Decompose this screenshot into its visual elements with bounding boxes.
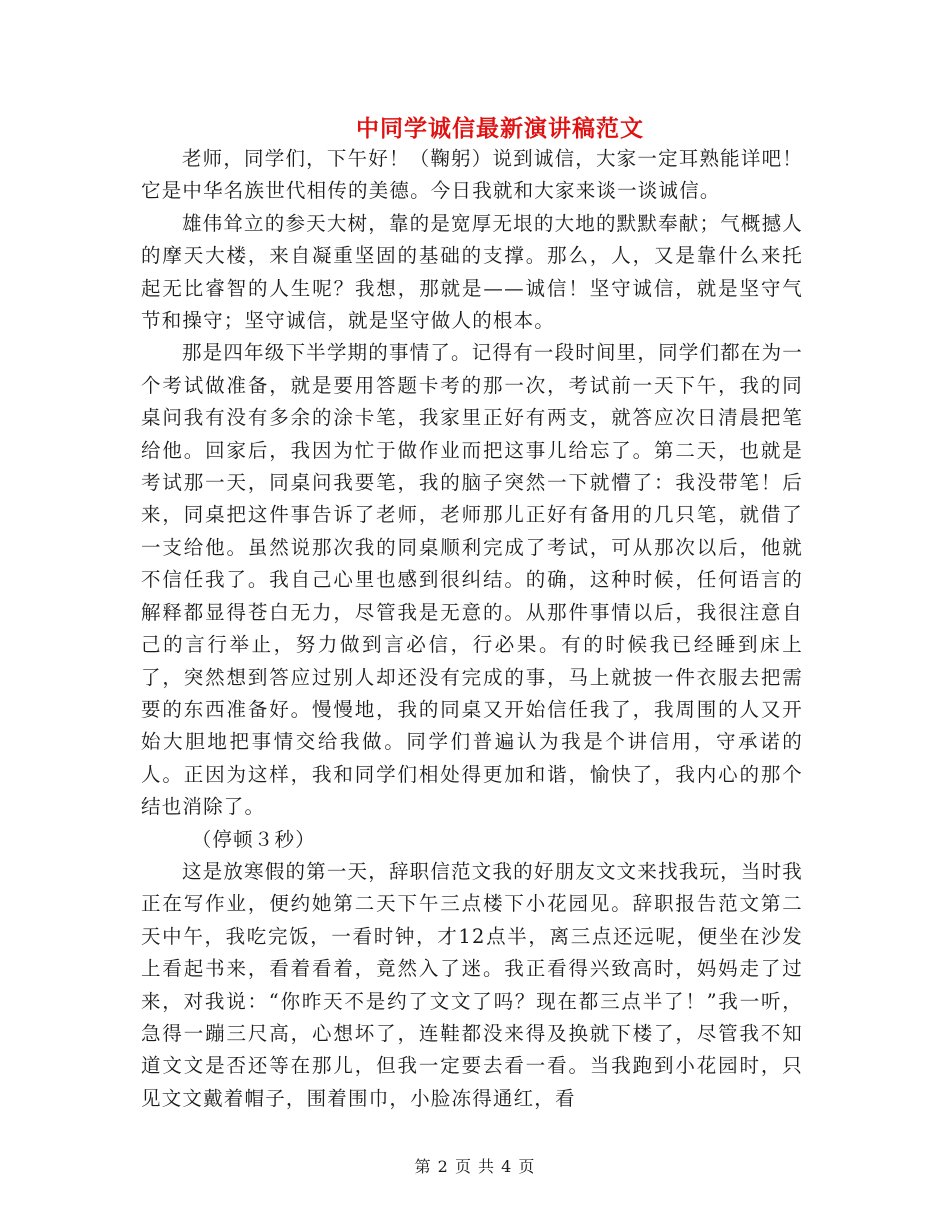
paragraph-story-pen: 那是四年级下半学期的事情了。记得有一段时间里，同学们都在为一个考试做准备，就是要用答题卡考的那一次，考试前一天下午，我的同桌问我有没有多余的涂卡笔，我家里正好有两支，就答应次日清晨把笔给他。回家后，我因为忙于做作业而把这事儿给忘了。第二天，也就是考试那一天，同桌问我要笔，我的脑子突然一下就懵了：我没带笔！后来，同桌把这件事告诉了老师，老师那儿正好有备用的几只笔，就借了一支给他。虽然说那次我的同桌顺利完成了考试，可从那次以后，他就不信任我了。我自己心里也感到很纠结。的确，这种时候，任何语言的解释都显得苍白无力，尽管我是无意的。从那件事情以后，我很注意自己的言行举止，努力做到言必信，行必果。有的时候我已经睡到床上了，突然想到答应过别人却还没有完成的事，马上就披一件衣服去把需要的东西准备好。慢慢地，我的同桌又开始信任我了，我周围的人又开始大胆地把事情交给我做。同学们普遍认为我是个讲信用，守承诺的人。正因为这样，我和同学们相处得更加和谐，愉快了，我内心的那个结也消除了。 [141, 341, 803, 819]
paragraph-pause-note: （停顿３秒） [191, 827, 316, 851]
document-title: 中同学诚信最新演讲稿范文 [356, 115, 644, 142]
document-body [141, 143, 803, 1115]
paragraph-story-winter: 这是放寒假的第一天，辞职信范文我的好朋友文文来找我玩，当时我正在写作业，便约她第二天下午三点楼下小花园见。辞职报告范文第二天中午，我吃完饭，一看时钟，才12点半，离三点还远呢，便坐在沙发上看起书来，看着看着，竟然入了迷。我正看得兴致高时，妈妈走了过来，对我说：“你昨天不是约了文文了吗？现在都三点半了！”我一听，急得一蹦三尺高，心想坏了，连鞋都没来得及换就下楼了，尽管我不知道文文是否还等在那儿，但我一定要去看一看。当我跑到小花园时，只见文文戴着帽子，围着围巾，小脸冻得通红，看 [141, 859, 803, 1110]
paragraph-greeting: 老师，同学们，下午好！（鞠躬）说到诚信，大家一定耳熟能详吧！它是中华名族世代相传的美德。今日我就和大家来谈一谈诚信。 [141, 147, 803, 203]
paragraph-metaphor: 雄伟耸立的参天大树，靠的是宽厚无垠的大地的默默奉献；气概撼人的摩天大楼，来自凝重坚固的基础的支撑。那么，人，又是靠什么来托起无比睿智的人生呢？我想，那就是——诚信！坚守诚信，就是坚守气节和操守；坚守诚信，就是坚守做人的根本。 [141, 211, 803, 333]
page-number-footer: 第 2 页 共 4 页 [414, 1157, 536, 1176]
